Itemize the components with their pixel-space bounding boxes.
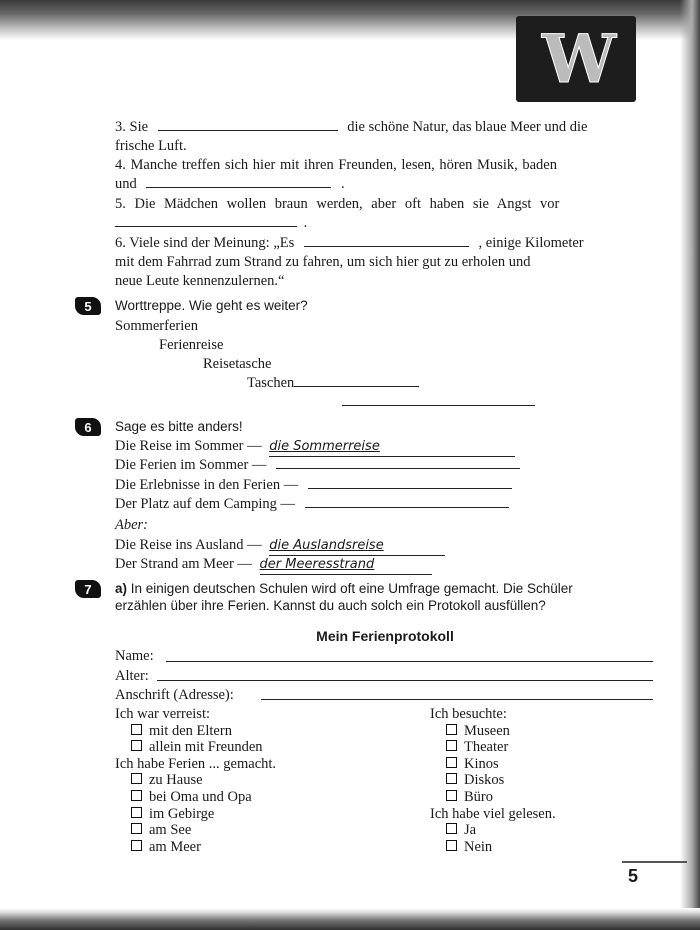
ex6-item: [115, 495, 509, 513]
field-name-label: Name:: [115, 648, 154, 664]
checkbox[interactable]: [446, 757, 457, 768]
option-label: mit den Eltern: [149, 723, 232, 739]
ex4-line-4: 4. Manche treffen sich hier mit ihren Freunden, lesen, hören Musik, baden: [115, 157, 557, 173]
handwritten-answer: der Meeresstrand: [259, 557, 375, 572]
option-am-meer[interactable]: [131, 838, 201, 856]
ex6-question: Der Platz auf dem Camping —: [115, 496, 295, 512]
word-step: Sommerferien: [115, 318, 198, 334]
option-ja[interactable]: [446, 821, 476, 839]
ex4-text: und: [115, 176, 137, 192]
age-input-line[interactable]: [157, 680, 653, 681]
name-input-line[interactable]: [166, 661, 653, 662]
answer-blank[interactable]: [308, 477, 512, 489]
option-label: im Gebirge: [149, 806, 215, 822]
ex5-instruction: Worttreppe. Wie geht es weiter?: [115, 298, 308, 313]
ex4-line-6b: mit dem Fahrrad zum Strand zu fahren, um sich hier gut zu erholen und: [115, 254, 531, 270]
option-label: Büro: [464, 789, 493, 805]
ex6-aber: Aber:: [115, 517, 149, 533]
ex7-instruction-line2: erzählen über ihre Ferien. Kannst du auch solch ein Protokoll ausfüllen?: [115, 598, 546, 613]
answer-blank[interactable]: [342, 405, 535, 406]
ex6-item: [115, 555, 432, 575]
exercise-number-badge: 5: [75, 297, 101, 315]
right-heading-visited: Ich besuchte:: [430, 706, 507, 722]
answer-blank[interactable]: [146, 176, 331, 188]
checkbox[interactable]: [131, 724, 142, 735]
right-heading-reading: Ich habe viel gelesen.: [430, 806, 556, 822]
option-label: Kinos: [464, 756, 499, 772]
answer-blank[interactable]: [115, 215, 297, 227]
answer-field[interactable]: [269, 536, 445, 556]
answer-blank[interactable]: [304, 235, 469, 247]
page-right-edge: [680, 0, 700, 930]
option-zu-hause[interactable]: [131, 771, 203, 789]
checkbox[interactable]: [446, 740, 457, 751]
ex7-label: a): [115, 581, 128, 596]
ex6-question: Die Reise ins Ausland —: [115, 537, 262, 553]
ex6-item: [115, 536, 445, 556]
option-label: Theater: [464, 739, 509, 755]
handwritten-answer: die Auslandsreise: [269, 538, 384, 553]
field-address-label: Anschrift (Adresse):: [115, 687, 234, 703]
checkbox[interactable]: [446, 823, 457, 834]
ex6-question: Der Strand am Meer —: [115, 556, 252, 572]
option-label: Diskos: [464, 772, 505, 788]
ex6-item: [115, 437, 515, 457]
field-age-label: Alter:: [115, 668, 149, 684]
ex7-instruction-line1: [115, 580, 573, 598]
option-label: zu Hause: [149, 772, 203, 788]
option-label: Museen: [464, 723, 510, 739]
ex7-text: In einigen deutschen Schulen wird oft eine Umfrage gemacht. Die Schüler: [130, 581, 573, 596]
option-am-see[interactable]: [131, 821, 191, 839]
ex4-text: .: [341, 176, 345, 192]
option-diskos[interactable]: [446, 771, 504, 789]
ex4-text: .: [303, 215, 308, 231]
ex4-line-3: [115, 118, 587, 136]
checkbox[interactable]: [131, 840, 142, 851]
ex6-item: [115, 476, 512, 494]
address-input-line[interactable]: [261, 699, 653, 700]
word-step: Reisetasche: [203, 356, 272, 372]
protocol-title: Mein Ferienprotokoll: [316, 628, 454, 644]
answer-field[interactable]: [269, 437, 515, 457]
ex6-item: [115, 456, 520, 474]
answer-blank[interactable]: [276, 457, 520, 469]
checkbox[interactable]: [131, 823, 142, 834]
ex6-question: Die Reise im Sommer —: [115, 438, 262, 454]
ex4-line-3b: frische Luft.: [115, 138, 187, 154]
page-number: 5: [628, 866, 639, 886]
option-label: am See: [149, 822, 192, 838]
word-step: Ferienreise: [159, 337, 224, 353]
ex6-question: Die Erlebnisse in den Ferien —: [115, 477, 299, 493]
exercise-number-badge: 7: [75, 580, 101, 598]
answer-blank[interactable]: [294, 375, 419, 387]
word-step-text: Taschen: [247, 375, 295, 391]
checkbox[interactable]: [446, 840, 457, 851]
answer-field[interactable]: [260, 555, 432, 575]
checkbox[interactable]: [131, 807, 142, 818]
option-label: am Meer: [149, 839, 201, 855]
left-heading-travel: Ich war verreist:: [115, 706, 211, 722]
checkbox[interactable]: [446, 773, 457, 784]
option-label: Ja: [464, 822, 477, 838]
checkbox[interactable]: [131, 790, 142, 801]
checkbox[interactable]: [446, 724, 457, 735]
ex4-text: , einige Kilometer: [478, 235, 584, 251]
logo-letter: W: [541, 20, 611, 98]
option-theater[interactable]: [446, 738, 508, 756]
option-label: bei Oma und Opa: [149, 789, 252, 805]
option-nein[interactable]: [446, 838, 492, 856]
option-bei-oma-und-opa[interactable]: [131, 788, 252, 806]
answer-blank[interactable]: [305, 496, 509, 508]
option-label: Nein: [464, 839, 493, 855]
page-number-rule: [622, 861, 687, 863]
ex4-line-6c: neue Leute kennenzulernen.“: [115, 273, 285, 289]
page-bottom-edge: [0, 908, 700, 930]
exercise-number-badge: 6: [75, 418, 101, 436]
ex4-text: 6. Viele sind der Meinung: „Es: [115, 235, 295, 251]
option-label: allein mit Freunden: [149, 739, 263, 755]
answer-blank[interactable]: [158, 119, 338, 131]
option-buero[interactable]: [446, 788, 493, 806]
handwritten-answer: die Sommerreise: [269, 439, 380, 454]
ex4-line-4b: [115, 175, 345, 193]
checkbox[interactable]: [131, 740, 142, 751]
ex4-text: 3. Sie: [115, 119, 149, 135]
workbook-logo: [516, 16, 636, 102]
option-allein-mit-freunden[interactable]: [131, 738, 263, 756]
ex4-text: die schöne Natur, das blaue Meer und die: [347, 119, 588, 135]
left-heading-vacation: Ich habe Ferien ... gemacht.: [115, 756, 277, 772]
ex4-line-5: 5. Die Mädchen wollen braun werden, aber oft haben sie Angst vor: [115, 196, 560, 212]
checkbox[interactable]: [446, 790, 457, 801]
ex4-line-6: [115, 234, 584, 252]
ex4-line-5b: [115, 214, 307, 232]
ex6-instruction: Sage es bitte anders!: [115, 419, 243, 434]
checkbox[interactable]: [131, 773, 142, 784]
word-step: [247, 374, 419, 392]
ex6-question: Die Ferien im Sommer —: [115, 457, 267, 473]
